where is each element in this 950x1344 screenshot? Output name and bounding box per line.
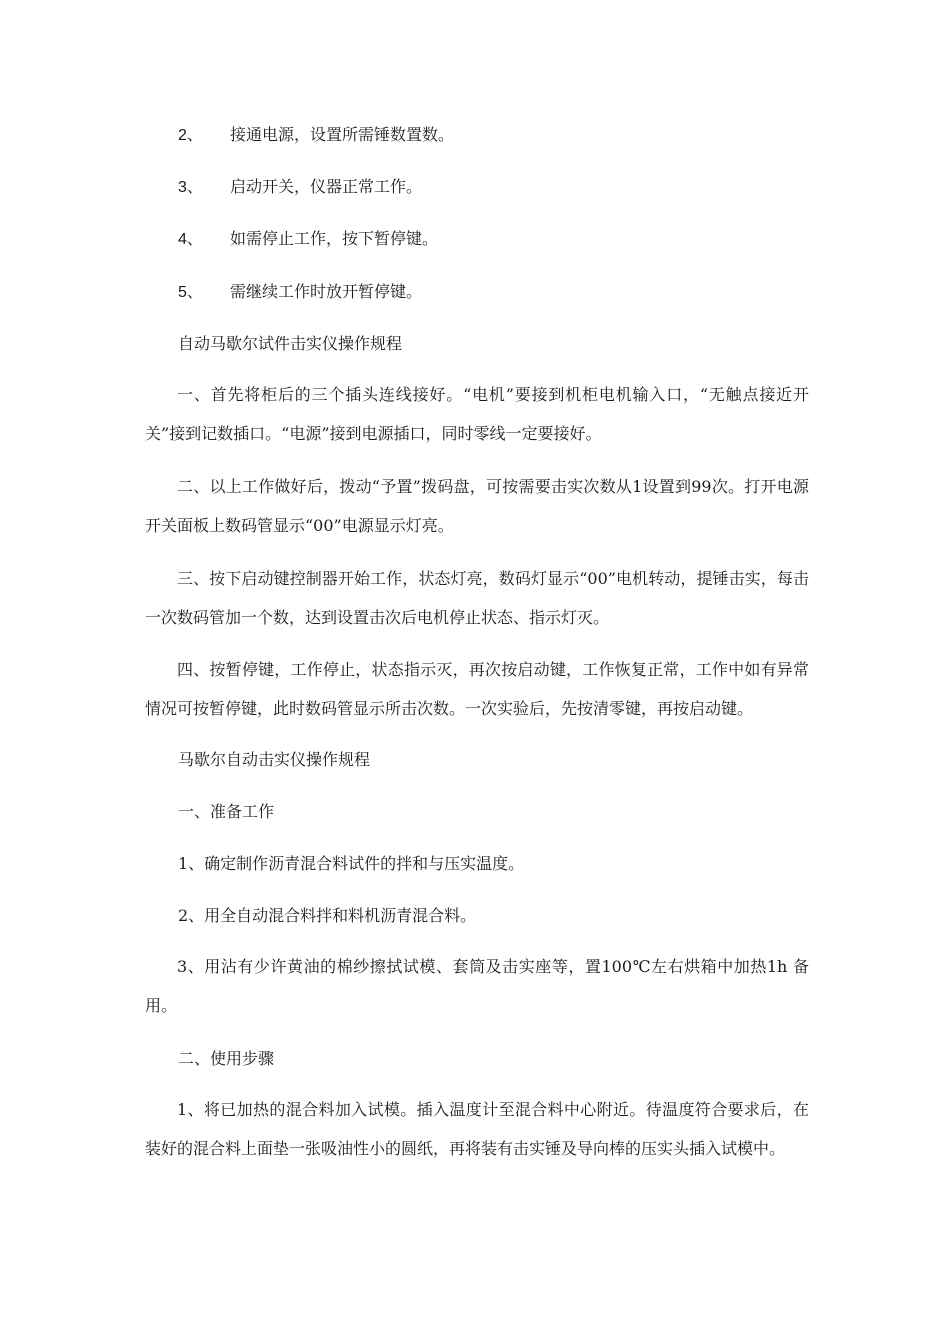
step-item-3: [178, 177, 422, 197]
prep-item-1: 1、确定制作沥青混合料试件的拌和与压实温度。: [178, 854, 525, 873]
prep-heading: 一、准备工作: [178, 802, 275, 821]
step-item-4: [178, 229, 438, 249]
paragraph-step-four: 四、按暂停键，工作停止，状态指示灭，再次按启动键，工作恢复正常，工作中如有异常情况可按暂停键，此时数码管显示所击次数。一次实验后，先按清零键，再按启动键。: [145, 660, 809, 718]
step-item-5: [178, 282, 422, 302]
use-heading: 二、使用步骤: [178, 1049, 275, 1068]
section-title-marshall-auto: 马歇尔自动击实仪操作规程: [178, 750, 371, 769]
paragraph-step-two: 二、以上工作做好后，拨动“予置”拨码盘，可按需要击实次数从1设置到99次。打开电源开关面板上数码管显示“00”电源显示灯亮。: [145, 477, 809, 535]
prep-item-2: 2、用全自动混合料拌和料机沥青混合料。: [178, 906, 477, 925]
step-number: 5、: [178, 284, 203, 301]
paragraph-step-one: 一、首先将柜后的三个插头连线接好。“电机”要接到机柜电机输入口，“无触点接近开关”接到记数插口。“电源”接到电源插口，同时零线一定要接好。: [145, 385, 809, 443]
step-text: 需继续工作时放开暂停键。: [230, 282, 423, 301]
use-item-1: 1、将已加热的混合料加入试模。插入温度计至混合料中心附近。待温度符合要求后，在装好的混合料上面垫一张吸油性小的圆纸，再将装有击实锤及导向棒的压实头插入试模中。: [145, 1100, 809, 1158]
section-title-auto-marshall: 自动马歇尔试件击实仪操作规程: [178, 334, 403, 353]
step-text: 启动开关，仪器正常工作。: [230, 177, 423, 196]
step-text: 接通电源，设置所需锤数置数。: [230, 125, 455, 144]
paragraph-step-three: 三、按下启动键控制器开始工作，状态灯亮，数码灯显示“00”电机转动，提锤击实，每击一次数码管加一个数，达到设置击次后电机停止状态、指示灯灭。: [145, 569, 809, 627]
step-number: 3、: [178, 179, 203, 196]
step-number: 2、: [178, 127, 203, 144]
step-number: 4、: [178, 231, 203, 248]
step-text: 如需停止工作，按下暂停键。: [230, 229, 439, 248]
step-item-2: [178, 125, 454, 145]
prep-item-3: 3、用沾有少许黄油的棉纱擦拭试模、套筒及击实座等，置100℃左右烘箱中加热1h 备用。: [145, 957, 809, 1015]
